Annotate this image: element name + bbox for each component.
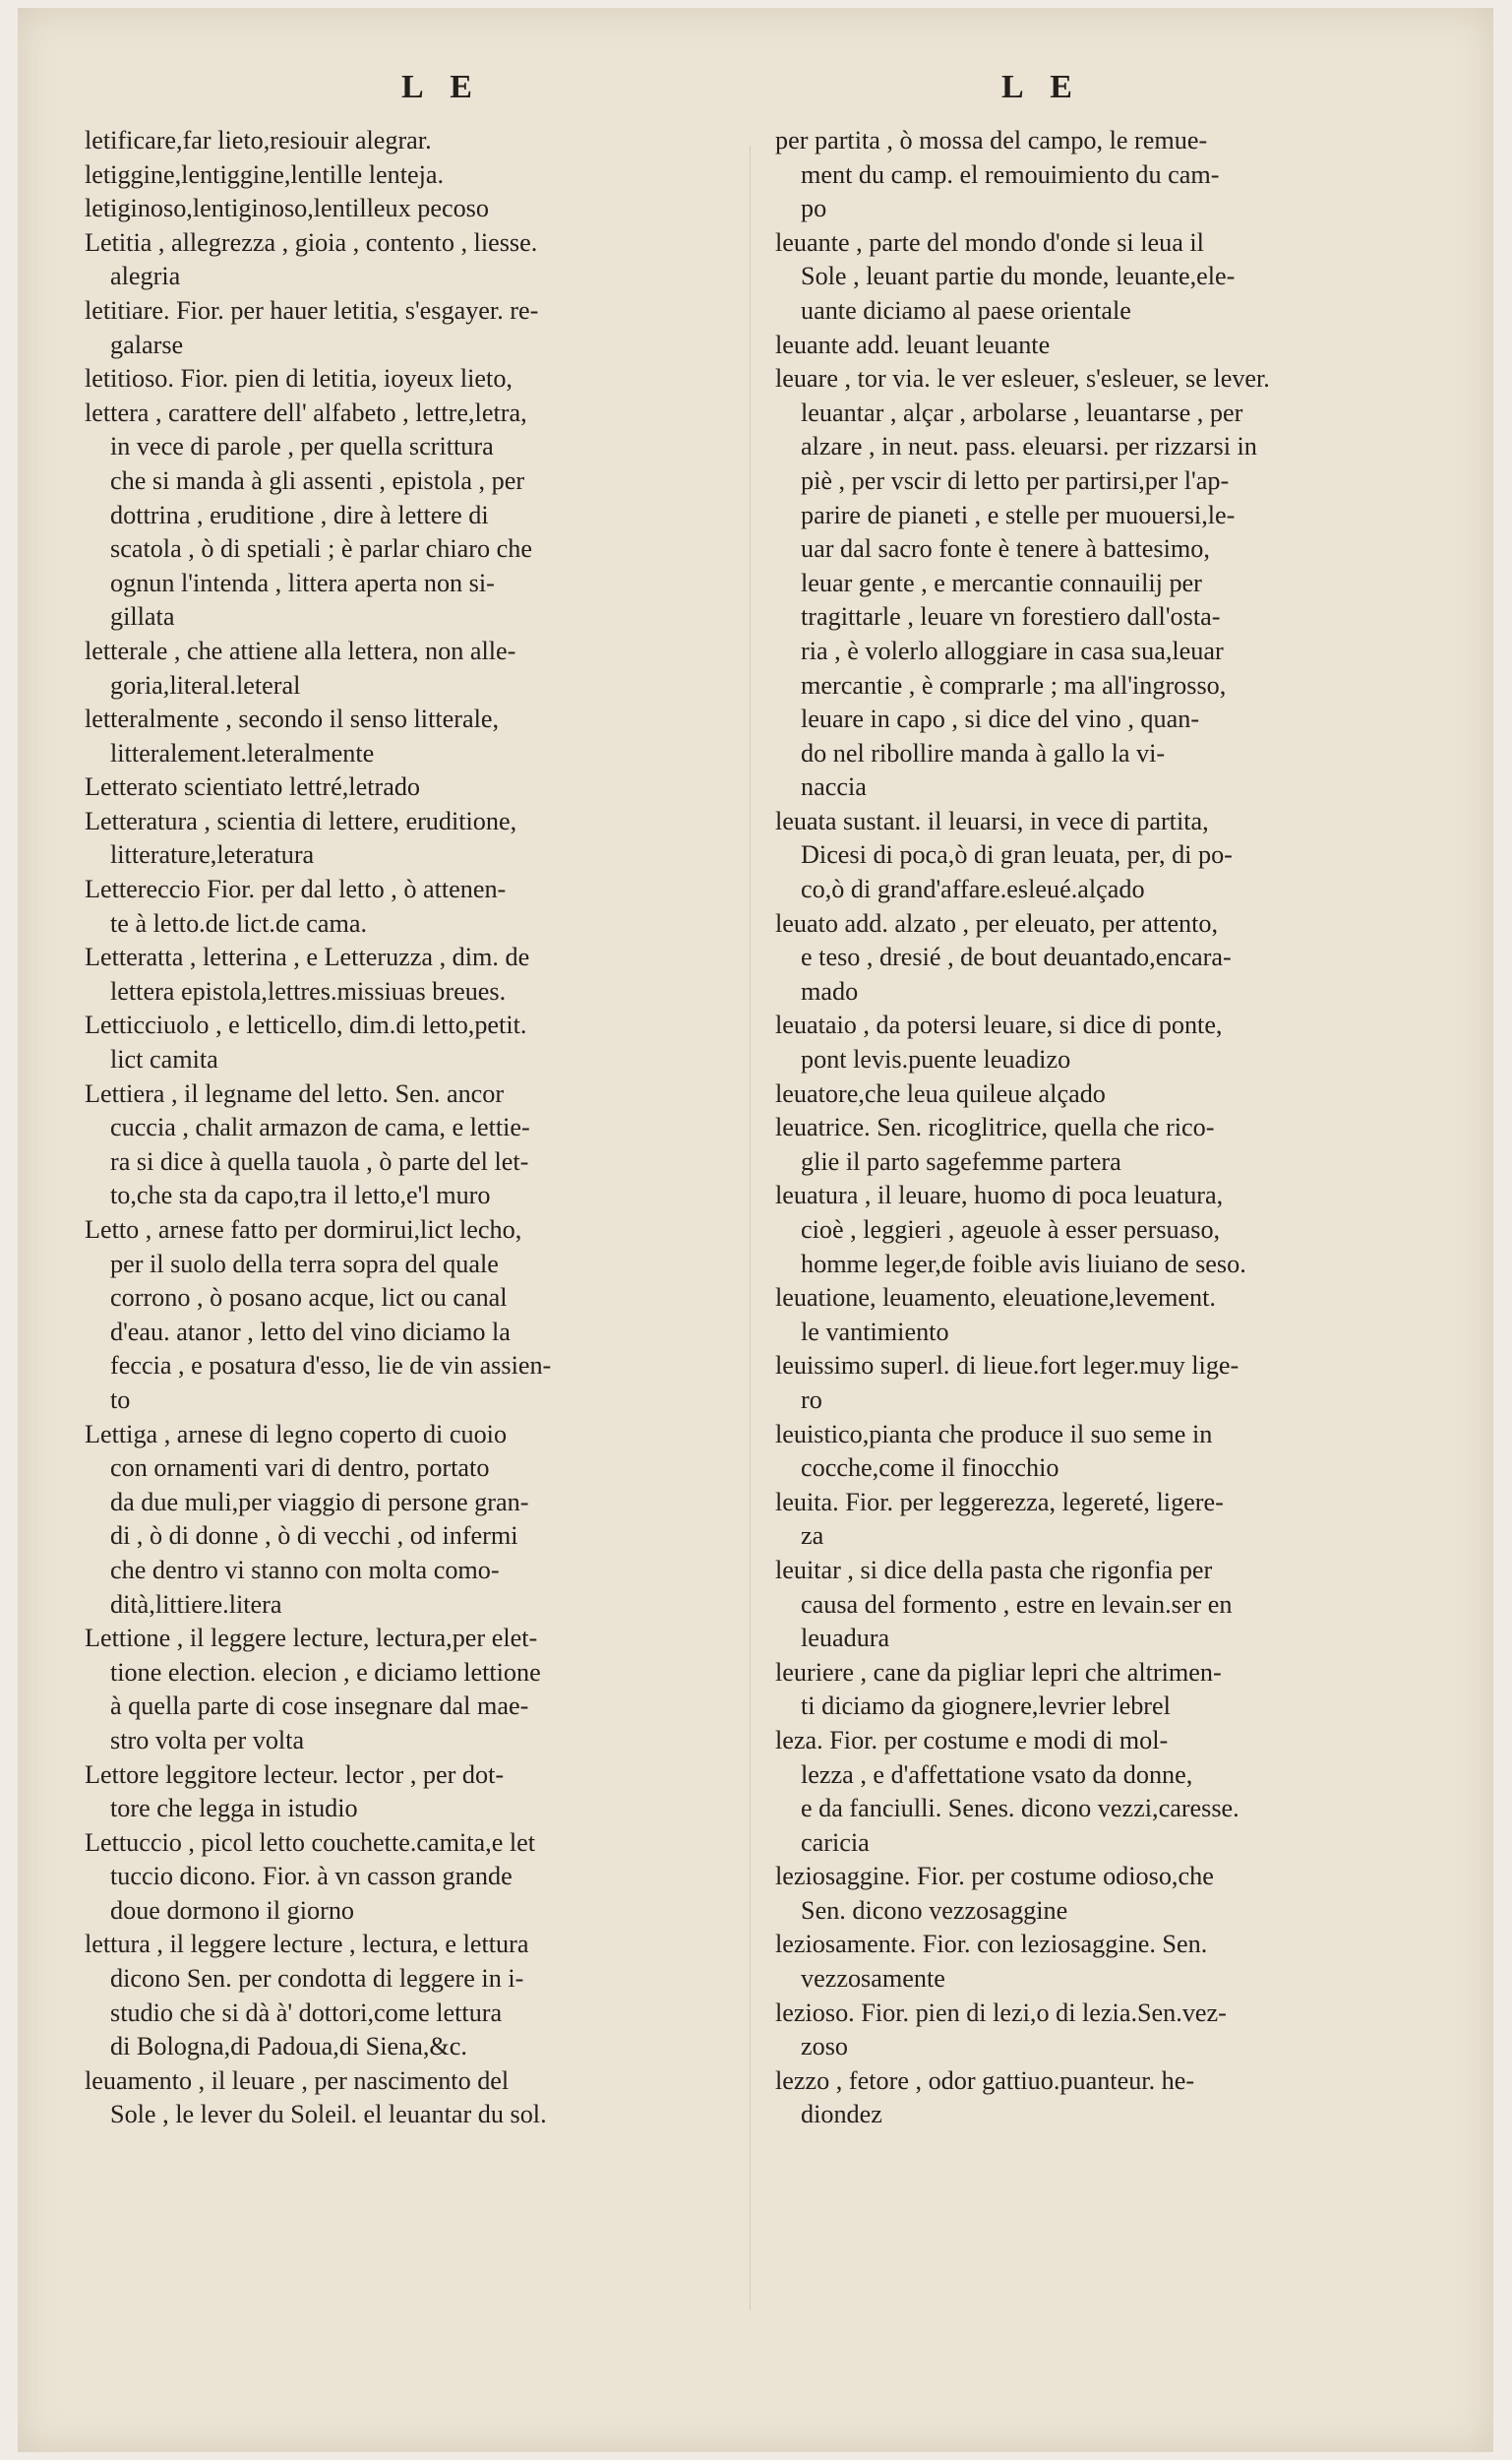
entry-continuation-line: leuantar , alçar , arbolarse , leuantarse , per (801, 398, 1243, 427)
entry-line: letterale , che attiene alla lettera, non alle- (85, 636, 516, 665)
entry-continuation-line: tuccio dicono. Fior. à vn casson grande (110, 1862, 513, 1891)
entry-line: leuataio , da potersi leuare, si dice di ponte, (775, 1011, 1223, 1040)
entry-continuation-line: Sole , le lever du Soleil. el leuantar du sol. (110, 2100, 547, 2129)
entry-continuation-line: uante diciamo al paese orientale (801, 295, 1131, 325)
entry-continuation-line: studio che si dà à' dottori,come lettura (110, 1998, 503, 2027)
entry-continuation-line: glie il parto sagefemme partera (801, 1146, 1121, 1176)
entry-line: leuissimo superl. di lieue.fort leger.muy lige- (775, 1351, 1240, 1381)
dictionary-entry (775, 1928, 1387, 1996)
entry-line: leziosaggine. Fior. per costume odioso,che (775, 1862, 1214, 1891)
dictionary-entry (85, 362, 736, 397)
entry-continuation-line: galarse (110, 330, 184, 359)
entry-continuation-line: scatola , ò di spetiali ; è parlar chiaro che (110, 534, 532, 564)
dictionary-entry (775, 907, 1387, 1010)
entry-line: leuatore,che leua quileue alçado (775, 1078, 1106, 1108)
entry-continuation-line: Dicesi di poca,ò di gran leuata, per, di po- (801, 840, 1233, 870)
entry-continuation-line: e teso , dresié , de bout deuantado,encara- (801, 943, 1232, 972)
entry-continuation-line: po (801, 194, 827, 223)
entry-continuation-line: do nel ribollire manda à gallo la vi- (801, 738, 1166, 768)
entry-continuation-line: litteralement.leteralmente (110, 738, 375, 768)
entry-continuation-line: in vece di parole , per quella scrittura (110, 432, 494, 461)
dictionary-entry (775, 1656, 1387, 1724)
entry-continuation-line: gillata (110, 602, 175, 632)
dictionary-page (18, 8, 1493, 2452)
dictionary-entry (775, 1281, 1387, 1349)
entry-line: letteralmente , secondo il senso litterale, (85, 705, 500, 734)
entry-line: leuato add. alzato , per eleuato, per attento, (775, 908, 1219, 938)
dictionary-entry (775, 1554, 1387, 1656)
entry-continuation-line: cuccia , chalit armazon de cama, e lettie- (110, 1113, 530, 1142)
entry-line: lezioso. Fior. pien di lezi,o di lezia.Sen.vez- (775, 1998, 1227, 2027)
entry-line: leuatura , il leuare, huomo di poca leuatura, (775, 1181, 1224, 1210)
dictionary-entry (85, 124, 736, 158)
entry-continuation-line: mercantie , è comprarle ; ma all'ingrosso, (801, 670, 1227, 700)
entry-continuation-line: che dentro vi stanno con molta como- (110, 1555, 500, 1584)
entry-continuation-line: parire de pianeti , e stelle per muouersi,le- (801, 500, 1236, 529)
entry-continuation-line: cocche,come il finocchio (801, 1453, 1059, 1483)
entry-line: letitioso. Fior. pien di letitia, ioyeux lieto, (85, 364, 513, 394)
entry-continuation-line: pont levis.puente leuadizo (801, 1045, 1071, 1075)
dictionary-entry (775, 1724, 1387, 1860)
entry-line: Letteratta , letterina , e Letteruzza , dim. de (85, 943, 530, 972)
entry-line: Letterato scientiato lettré,letrado (85, 772, 421, 802)
entry-line: leuare , tor via. le ver esleuer, s'esleuer, se lever. (775, 364, 1270, 394)
entry-continuation-line: uar dal sacro fonte è tenere à battesimo, (801, 534, 1210, 564)
dictionary-entry (775, 362, 1387, 805)
entry-continuation-line: goria,literal.leteral (110, 670, 301, 700)
entry-line: Letitia , allegrezza , gioia , contento , liesse. (85, 227, 538, 257)
entry-line: Letticciuolo , e letticello, dim.di letto,petit. (85, 1011, 527, 1040)
entry-continuation-line: ment du camp. el remouimiento du cam- (801, 159, 1220, 189)
entry-line: Letteratura , scientia di lettere, eruditione, (85, 806, 517, 835)
entry-line: leuriere , cane da pigliar lepri che altrimen- (775, 1657, 1222, 1687)
dictionary-entry (85, 2064, 736, 2132)
entry-line: leuistico,pianta che produce il suo seme in (775, 1419, 1213, 1448)
right-column (775, 124, 1387, 2132)
entry-continuation-line: causa del formento , estre en levain.ser en (801, 1589, 1233, 1619)
entry-continuation-line: lict camita (110, 1045, 218, 1075)
dictionary-entry (85, 805, 736, 873)
entry-line: lettera , carattere dell' alfabeto , lettre,letra, (85, 398, 527, 427)
dictionary-entry (775, 1486, 1387, 1554)
entry-line: leza. Fior. per costume e modi di mol- (775, 1725, 1169, 1754)
dictionary-entry (85, 1826, 736, 1929)
entry-continuation-line: to,che sta da capo,tra il letto,e'l muro (110, 1181, 491, 1210)
dictionary-entry (85, 770, 736, 805)
dictionary-entry (85, 703, 736, 770)
dictionary-entry (85, 294, 736, 362)
entry-line: leuata sustant. il leuarsi, in vece di partita, (775, 806, 1209, 835)
entry-continuation-line: ra si dice à quella tauola , ò parte del let- (110, 1146, 529, 1176)
entry-continuation-line: di Bologna,di Padoua,di Siena,&c. (110, 2032, 467, 2061)
entry-continuation-line: caricia (801, 1827, 870, 1857)
entry-continuation-line: d'eau. atanor , letto del vino diciamo la (110, 1317, 511, 1346)
entry-line: lezzo , fetore , odor gattiuo.puanteur. he- (775, 2065, 1195, 2095)
entry-continuation-line: litterature,leteratura (110, 840, 315, 870)
dictionary-entry (775, 1418, 1387, 1486)
entry-continuation-line: alzare , in neut. pass. eleuarsi. per rizzarsi in (801, 432, 1257, 461)
entry-line: letiginoso,lentiginoso,lentilleux pecoso (85, 194, 489, 223)
entry-continuation-line: per il suolo della terra sopra del quale (110, 1249, 499, 1278)
dictionary-entry (775, 2064, 1387, 2132)
entry-continuation-line: corrono , ò posano acque, lict ou canal (110, 1283, 508, 1313)
entry-continuation-line: ognun l'intenda , littera aperta non si- (110, 568, 495, 597)
entry-line: Letto , arnese fatto per dormirui,lict lecho, (85, 1215, 522, 1244)
dictionary-entry (85, 1077, 736, 1213)
entry-line: per partita , ò mossa del campo, le remue- (775, 126, 1208, 154)
entry-continuation-line: di , ò di donne , ò di vecchi , od infermi (110, 1521, 518, 1551)
dictionary-entry (85, 1009, 736, 1076)
entry-continuation-line: lezza , e d'affettatione vsato da donne, (801, 1759, 1193, 1789)
entry-line: letitiare. Fior. per hauer letitia, s'esgayer. re- (85, 295, 539, 325)
entry-line: Lettiga , arnese di legno coperto di cuoio (85, 1419, 508, 1448)
entry-continuation-line: leuadura (801, 1624, 890, 1653)
entry-continuation-line: naccia (801, 772, 867, 802)
right-running-header: L E (1001, 69, 1082, 105)
entry-line: leuita. Fior. per leggerezza, legereté, ligere- (775, 1487, 1224, 1516)
entry-continuation-line: le vantimiento (801, 1317, 949, 1346)
entry-line: leziosamente. Fior. con leziosaggine. Sen. (775, 1930, 1208, 1959)
entry-line: leuatione, leuamento, eleuatione,levement. (775, 1283, 1216, 1313)
dictionary-entry (85, 192, 736, 226)
entry-continuation-line: e da fanciulli. Senes. dicono vezzi,caresse. (801, 1794, 1240, 1823)
dictionary-entry (775, 329, 1387, 363)
entry-continuation-line: Sen. dicono vezzosaggine (801, 1895, 1068, 1925)
entry-continuation-line: à quella parte di cose insegnare dal mae- (110, 1691, 529, 1721)
dictionary-entry (775, 1077, 1387, 1112)
dictionary-entry (85, 226, 736, 294)
entry-continuation-line: zoso (801, 2032, 849, 2061)
entry-continuation-line: doue dormono il giorno (110, 1895, 355, 1925)
entry-line: Lettereccio Fior. per dal letto , ò attenen- (85, 875, 507, 904)
entry-continuation-line: homme leger,de foible avis liuiano de seso. (801, 1249, 1246, 1278)
entry-line: leuamento , il leuare , per nascimento del (85, 2065, 510, 2095)
dictionary-entry (85, 941, 736, 1009)
dictionary-entry (85, 158, 736, 193)
entry-continuation-line: vezzosamente (801, 1964, 945, 1994)
entry-continuation-line: lettera epistola,lettres.missiuas breues. (110, 976, 507, 1006)
entry-line: Lettuccio , picol letto couchette.camita,e let (85, 1827, 536, 1857)
dictionary-entry (775, 1179, 1387, 1281)
entry-line: Lettore leggitore lecteur. lector , per dot- (85, 1759, 505, 1789)
dictionary-entry (85, 1213, 736, 1418)
entry-continuation-line: mado (801, 976, 859, 1006)
entry-continuation-line: Sole , leuant partie du monde, leuante,ele- (801, 262, 1236, 291)
column-divider (750, 146, 751, 2310)
entry-line: Lettiera , il legname del letto. Sen. ancor (85, 1078, 505, 1108)
dictionary-entry (85, 1928, 736, 2063)
dictionary-entry (85, 1622, 736, 1757)
entry-continuation-line: piè , per vscir di letto per partirsi,per l'ap- (801, 465, 1230, 495)
entry-continuation-line: feccia , e posatura d'esso, lie de vin assien- (110, 1351, 552, 1381)
entry-line: Lettione , il leggere lecture, lectura,per elet- (85, 1624, 538, 1653)
entry-continuation-line: che si manda à gli assenti , epistola , per (110, 465, 525, 495)
entry-continuation-line: da due muli,per viaggio di persone gran- (110, 1487, 529, 1516)
entry-line: leuitar , si dice della pasta che rigonfia per (775, 1555, 1213, 1584)
entry-continuation-line: ro (801, 1384, 822, 1414)
entry-line: leuante add. leuant leuante (775, 330, 1051, 359)
entry-continuation-line: co,ò di grand'affare.esleué.alçado (801, 875, 1145, 904)
entry-continuation-line: tragittarle , leuare vn forestiero dall'osta- (801, 602, 1221, 632)
entry-continuation-line: leuare in capo , si dice del vino , quan- (801, 705, 1200, 734)
entry-continuation-line: tore che legga in istudio (110, 1794, 358, 1823)
entry-continuation-line: za (801, 1521, 824, 1551)
dictionary-entry (775, 124, 1387, 226)
entry-continuation-line: dicono Sen. per condotta di leggere in i- (110, 1964, 524, 1994)
dictionary-entry (85, 397, 736, 635)
dictionary-entry (775, 1860, 1387, 1928)
dictionary-entry (85, 873, 736, 941)
entry-line: letificare,far lieto,resiouir alegrar. (85, 126, 432, 154)
entry-continuation-line: dità,littiere.litera (110, 1589, 282, 1619)
entry-continuation-line: leuar gente , e mercantie connauilij per (801, 568, 1202, 597)
entry-continuation-line: alegria (110, 262, 181, 291)
entry-line: letiggine,lentiggine,lentille lenteja. (85, 159, 445, 189)
dictionary-entry (775, 226, 1387, 329)
entry-continuation-line: dottrina , eruditione , dire à lettere di (110, 500, 489, 529)
entry-line: lettura , il leggere lecture , lectura, e lettura (85, 1930, 529, 1959)
entry-continuation-line: ria , è volerlo alloggiare in casa sua,leuar (801, 636, 1224, 665)
entry-continuation-line: con ornamenti vari di dentro, portato (110, 1453, 490, 1483)
dictionary-entry (775, 805, 1387, 907)
left-running-header: L E (401, 69, 482, 105)
dictionary-entry (85, 635, 736, 703)
entry-line: leuatrice. Sen. ricoglitrice, quella che rico- (775, 1113, 1215, 1142)
entry-continuation-line: cioè , leggieri , ageuole à esser persuaso, (801, 1215, 1221, 1244)
entry-continuation-line: diondez (801, 2100, 882, 2129)
dictionary-entry (85, 1418, 736, 1623)
dictionary-entry (775, 1349, 1387, 1417)
dictionary-entry (775, 1111, 1387, 1179)
entry-continuation-line: te à letto.de lict.de cama. (110, 908, 368, 938)
dictionary-entry (85, 1758, 736, 1826)
entry-continuation-line: stro volta per volta (110, 1725, 305, 1754)
left-column (85, 124, 736, 2132)
entry-continuation-line: to (110, 1384, 131, 1414)
dictionary-entry (775, 1997, 1387, 2064)
entry-continuation-line: ti diciamo da giognere,levrier lebrel (801, 1691, 1171, 1721)
entry-line: leuante , parte del mondo d'onde si leua il (775, 227, 1204, 257)
dictionary-entry (775, 1009, 1387, 1076)
entry-continuation-line: tione election. elecion , e diciamo lettione (110, 1657, 541, 1687)
